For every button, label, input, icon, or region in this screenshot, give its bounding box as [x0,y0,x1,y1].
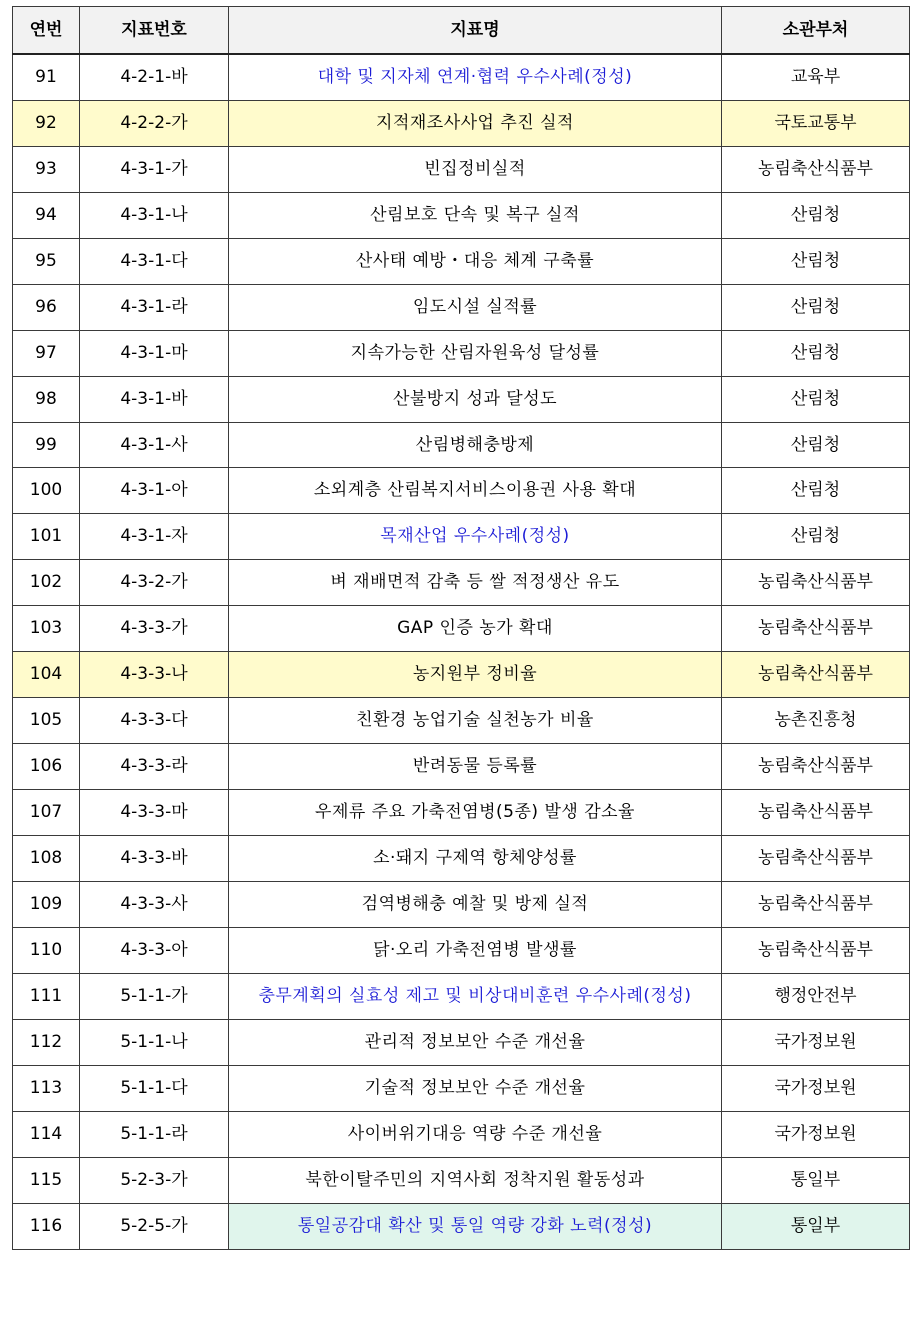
row-number-cell: 108 [13,836,80,882]
row-number-cell: 102 [13,560,80,606]
row-number-cell: 107 [13,790,80,836]
ministry-cell: 산림청 [722,193,910,239]
header-row [13,7,910,55]
ministry-cell: 산림청 [722,377,910,423]
indicator-code-cell: 5-1-1-가 [80,974,229,1020]
indicator-code-cell: 5-2-3-가 [80,1158,229,1204]
row-number-cell: 98 [13,377,80,423]
ministry-cell: 농림축산식품부 [722,790,910,836]
indicator-code-cell: 5-1-1-나 [80,1020,229,1066]
indicator-code-cell: 4-3-1-자 [80,514,229,560]
indicator-code-cell: 5-1-1-다 [80,1066,229,1112]
indicator-name-cell: 친환경 농업기술 실천농가 비율 [229,698,722,744]
indicator-code-cell: 4-3-1-바 [80,377,229,423]
table-row [13,54,910,101]
header-dept: 소관부처 [722,7,910,55]
indicator-table [12,6,910,1250]
indicator-name-cell: 농지원부 정비율 [229,652,722,698]
indicator-name-cell: 통일공감대 확산 및 통일 역량 강화 노력(정성) [229,1204,722,1250]
table-row [13,514,910,560]
row-number-cell: 116 [13,1204,80,1250]
ministry-cell: 통일부 [722,1204,910,1250]
indicator-name-cell: 산림보호 단속 및 복구 실적 [229,193,722,239]
row-number-cell: 103 [13,606,80,652]
indicator-code-cell: 4-3-1-나 [80,193,229,239]
table-row [13,1066,910,1112]
row-number-cell: 92 [13,101,80,147]
indicator-code-cell: 4-3-1-가 [80,147,229,193]
ministry-cell: 행정안전부 [722,974,910,1020]
table-row [13,882,910,928]
indicator-name-cell: 벼 재배면적 감축 등 쌀 적정생산 유도 [229,560,722,606]
indicator-code-cell: 4-3-3-마 [80,790,229,836]
table-row [13,101,910,147]
ministry-cell: 농림축산식품부 [722,560,910,606]
ministry-cell: 산림청 [722,423,910,468]
table-row [13,790,910,836]
indicator-name-cell: 산불방지 성과 달성도 [229,377,722,423]
ministry-cell: 농림축산식품부 [722,836,910,882]
row-number-cell: 97 [13,331,80,377]
indicator-name-cell: 대학 및 지자체 연계·협력 우수사례(정성) [229,54,722,101]
indicator-name-cell: 소·돼지 구제역 항체양성률 [229,836,722,882]
ministry-cell: 국토교통부 [722,101,910,147]
indicator-name-cell: 검역병해충 예찰 및 방제 실적 [229,882,722,928]
ministry-cell: 국가정보원 [722,1066,910,1112]
indicator-code-cell: 5-2-5-가 [80,1204,229,1250]
indicator-code-cell: 4-3-3-아 [80,928,229,974]
table-row [13,193,910,239]
indicator-code-cell: 4-3-1-마 [80,331,229,377]
table-row [13,1020,910,1066]
indicator-name-cell: 반려동물 등록률 [229,744,722,790]
indicator-code-cell: 4-3-1-라 [80,285,229,331]
indicator-name-cell: 관리적 정보보안 수준 개선율 [229,1020,722,1066]
indicator-name-cell: 기술적 정보보안 수준 개선율 [229,1066,722,1112]
row-number-cell: 100 [13,468,80,514]
table-row [13,974,910,1020]
table-row [13,468,910,514]
ministry-cell: 통일부 [722,1158,910,1204]
row-number-cell: 96 [13,285,80,331]
table-row [13,147,910,193]
ministry-cell: 국가정보원 [722,1112,910,1158]
table-row [13,1204,910,1250]
indicator-code-cell: 5-1-1-라 [80,1112,229,1158]
indicator-name-cell: 소외계층 산림복지서비스이용권 사용 확대 [229,468,722,514]
table-row [13,239,910,285]
ministry-cell: 농림축산식품부 [722,744,910,790]
ministry-cell: 농림축산식품부 [722,606,910,652]
ministry-cell: 산림청 [722,285,910,331]
indicator-name-cell: 임도시설 실적률 [229,285,722,331]
ministry-cell: 농림축산식품부 [722,652,910,698]
indicator-name-cell: 사이버위기대응 역량 수준 개선율 [229,1112,722,1158]
indicator-name-cell: 목재산업 우수사례(정성) [229,514,722,560]
ministry-cell: 농림축산식품부 [722,928,910,974]
indicator-code-cell: 4-3-3-다 [80,698,229,744]
table-row [13,606,910,652]
ministry-cell: 국가정보원 [722,1020,910,1066]
indicator-code-cell: 4-3-1-사 [80,423,229,468]
indicator-code-cell: 4-3-3-나 [80,652,229,698]
table-row [13,285,910,331]
table-row [13,1112,910,1158]
row-number-cell: 111 [13,974,80,1020]
indicator-name-cell: 지속가능한 산림자원육성 달성률 [229,331,722,377]
row-number-cell: 94 [13,193,80,239]
row-number-cell: 106 [13,744,80,790]
header-no: 연번 [13,7,80,55]
ministry-cell: 산림청 [722,331,910,377]
indicator-code-cell: 4-3-1-아 [80,468,229,514]
row-number-cell: 114 [13,1112,80,1158]
row-number-cell: 99 [13,423,80,468]
indicator-name-cell: GAP 인증 농가 확대 [229,606,722,652]
indicator-code-cell: 4-3-3-라 [80,744,229,790]
indicator-name-cell: 닭·오리 가축전염병 발생률 [229,928,722,974]
ministry-cell: 산림청 [722,239,910,285]
table-row [13,1158,910,1204]
row-number-cell: 105 [13,698,80,744]
row-number-cell: 115 [13,1158,80,1204]
table-row [13,698,910,744]
indicator-name-cell: 우제류 주요 가축전염병(5종) 발생 감소율 [229,790,722,836]
table-row [13,836,910,882]
indicator-code-cell: 4-3-2-가 [80,560,229,606]
row-number-cell: 101 [13,514,80,560]
header-code: 지표번호 [80,7,229,55]
row-number-cell: 95 [13,239,80,285]
row-number-cell: 91 [13,54,80,101]
ministry-cell: 산림청 [722,468,910,514]
table-row [13,377,910,423]
table-row [13,652,910,698]
ministry-cell: 산림청 [722,514,910,560]
indicator-code-cell: 4-3-3-사 [80,882,229,928]
row-number-cell: 109 [13,882,80,928]
indicator-name-cell: 산림병해충방제 [229,423,722,468]
indicator-code-cell: 4-3-3-가 [80,606,229,652]
indicator-name-cell: 산사태 예방・대응 체계 구축률 [229,239,722,285]
row-number-cell: 110 [13,928,80,974]
indicator-code-cell: 4-3-3-바 [80,836,229,882]
ministry-cell: 교육부 [722,54,910,101]
row-number-cell: 93 [13,147,80,193]
indicator-code-cell: 4-2-1-바 [80,54,229,101]
row-number-cell: 112 [13,1020,80,1066]
row-number-cell: 113 [13,1066,80,1112]
ministry-cell: 농림축산식품부 [722,147,910,193]
ministry-cell: 농림축산식품부 [722,882,910,928]
table-row [13,331,910,377]
table-body [13,54,910,1250]
indicator-code-cell: 4-2-2-가 [80,101,229,147]
header-name: 지표명 [229,7,722,55]
indicator-name-cell: 북한이탈주민의 지역사회 정착지원 활동성과 [229,1158,722,1204]
table-row [13,560,910,606]
table-row [13,423,910,468]
table-row [13,744,910,790]
indicator-code-cell: 4-3-1-다 [80,239,229,285]
indicator-name-cell: 충무계획의 실효성 제고 및 비상대비훈련 우수사례(정성) [229,974,722,1020]
indicator-name-cell: 빈집정비실적 [229,147,722,193]
row-number-cell: 104 [13,652,80,698]
table-row [13,928,910,974]
indicator-name-cell: 지적재조사사업 추진 실적 [229,101,722,147]
ministry-cell: 농촌진흥청 [722,698,910,744]
